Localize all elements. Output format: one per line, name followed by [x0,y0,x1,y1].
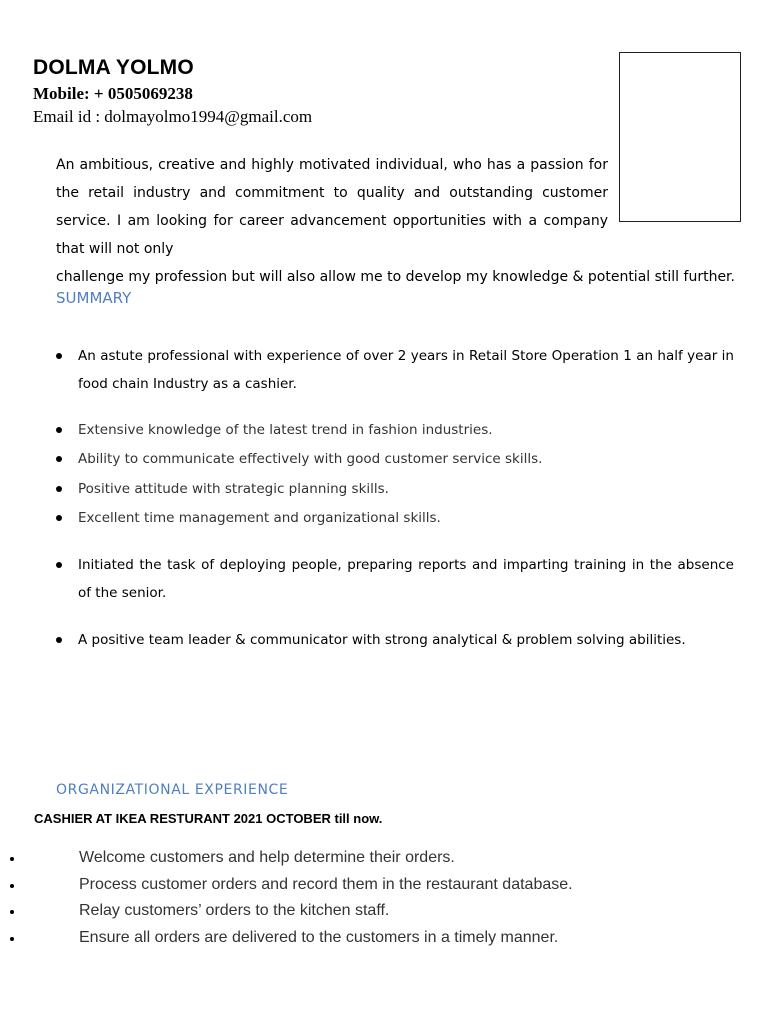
objective-line: looking for career advancement opportunities with a company that will not only [56,213,608,257]
photo-placeholder [619,52,741,222]
objective-line: retail industry and commitment to quality and outstanding customer service. I am [56,185,608,229]
bullet-icon [56,562,62,568]
bullet-icon [10,937,14,941]
duty-item: Ensure all orders are delivered to the customers in a timely manner. [0,926,700,953]
summary-item: An astute professional with experience of over 2 years in Retail Store Operation 1 an half year in food chain Industry as a cashier. [56,342,734,398]
job-title: CASHIER AT IKEA RESTURANT 2021 OCTOBER till now. [34,811,383,826]
objective-line: challenge my profession but will also allow me to develop my knowledge & potential still further. [56,269,735,285]
bullet-icon [56,486,62,492]
summary-item: Initiated the task of deploying people, preparing reports and imparting training in the absence of the senior. [56,551,734,607]
bullet-icon [56,637,62,643]
bullet-icon [10,884,14,888]
candidate-name: DOLMA YOLMO [33,56,194,79]
objective-line: An ambitious, creative and highly motivated individual, who has a passion for the [56,157,608,201]
summary-item: Ability to communicate effectively with good customer service skills. [56,445,734,473]
summary-item: A positive team leader & communicator with strong analytical & problem solving abilities. [56,626,734,654]
summary-heading: SUMMARY [56,289,132,307]
bullet-icon [10,857,14,861]
bullet-icon [56,456,62,462]
bullet-icon [56,515,62,521]
duty-item: Relay customers’ orders to the kitchen staff. [0,899,700,926]
objective-paragraph [56,151,735,291]
summary-item: Excellent time management and organizational skills. [56,504,734,532]
email-address: Email id : dolmayolmo1994@gmail.com [33,107,313,126]
summary-item: Positive attitude with strategic planning skills. [56,475,734,503]
bullet-icon [10,910,14,914]
experience-heading: ORGANIZATIONAL EXPERIENCE [56,782,289,798]
duty-item: Process customer orders and record them in the restaurant database. [0,873,700,900]
bullet-icon [56,427,62,433]
duty-item: Welcome customers and help determine their orders. [0,846,700,873]
duties-list [0,846,700,952]
bullet-icon [56,353,62,359]
summary-item: Extensive knowledge of the latest trend in fashion industries. [56,416,734,444]
mobile-number: Mobile: + 0505069238 [33,84,193,103]
